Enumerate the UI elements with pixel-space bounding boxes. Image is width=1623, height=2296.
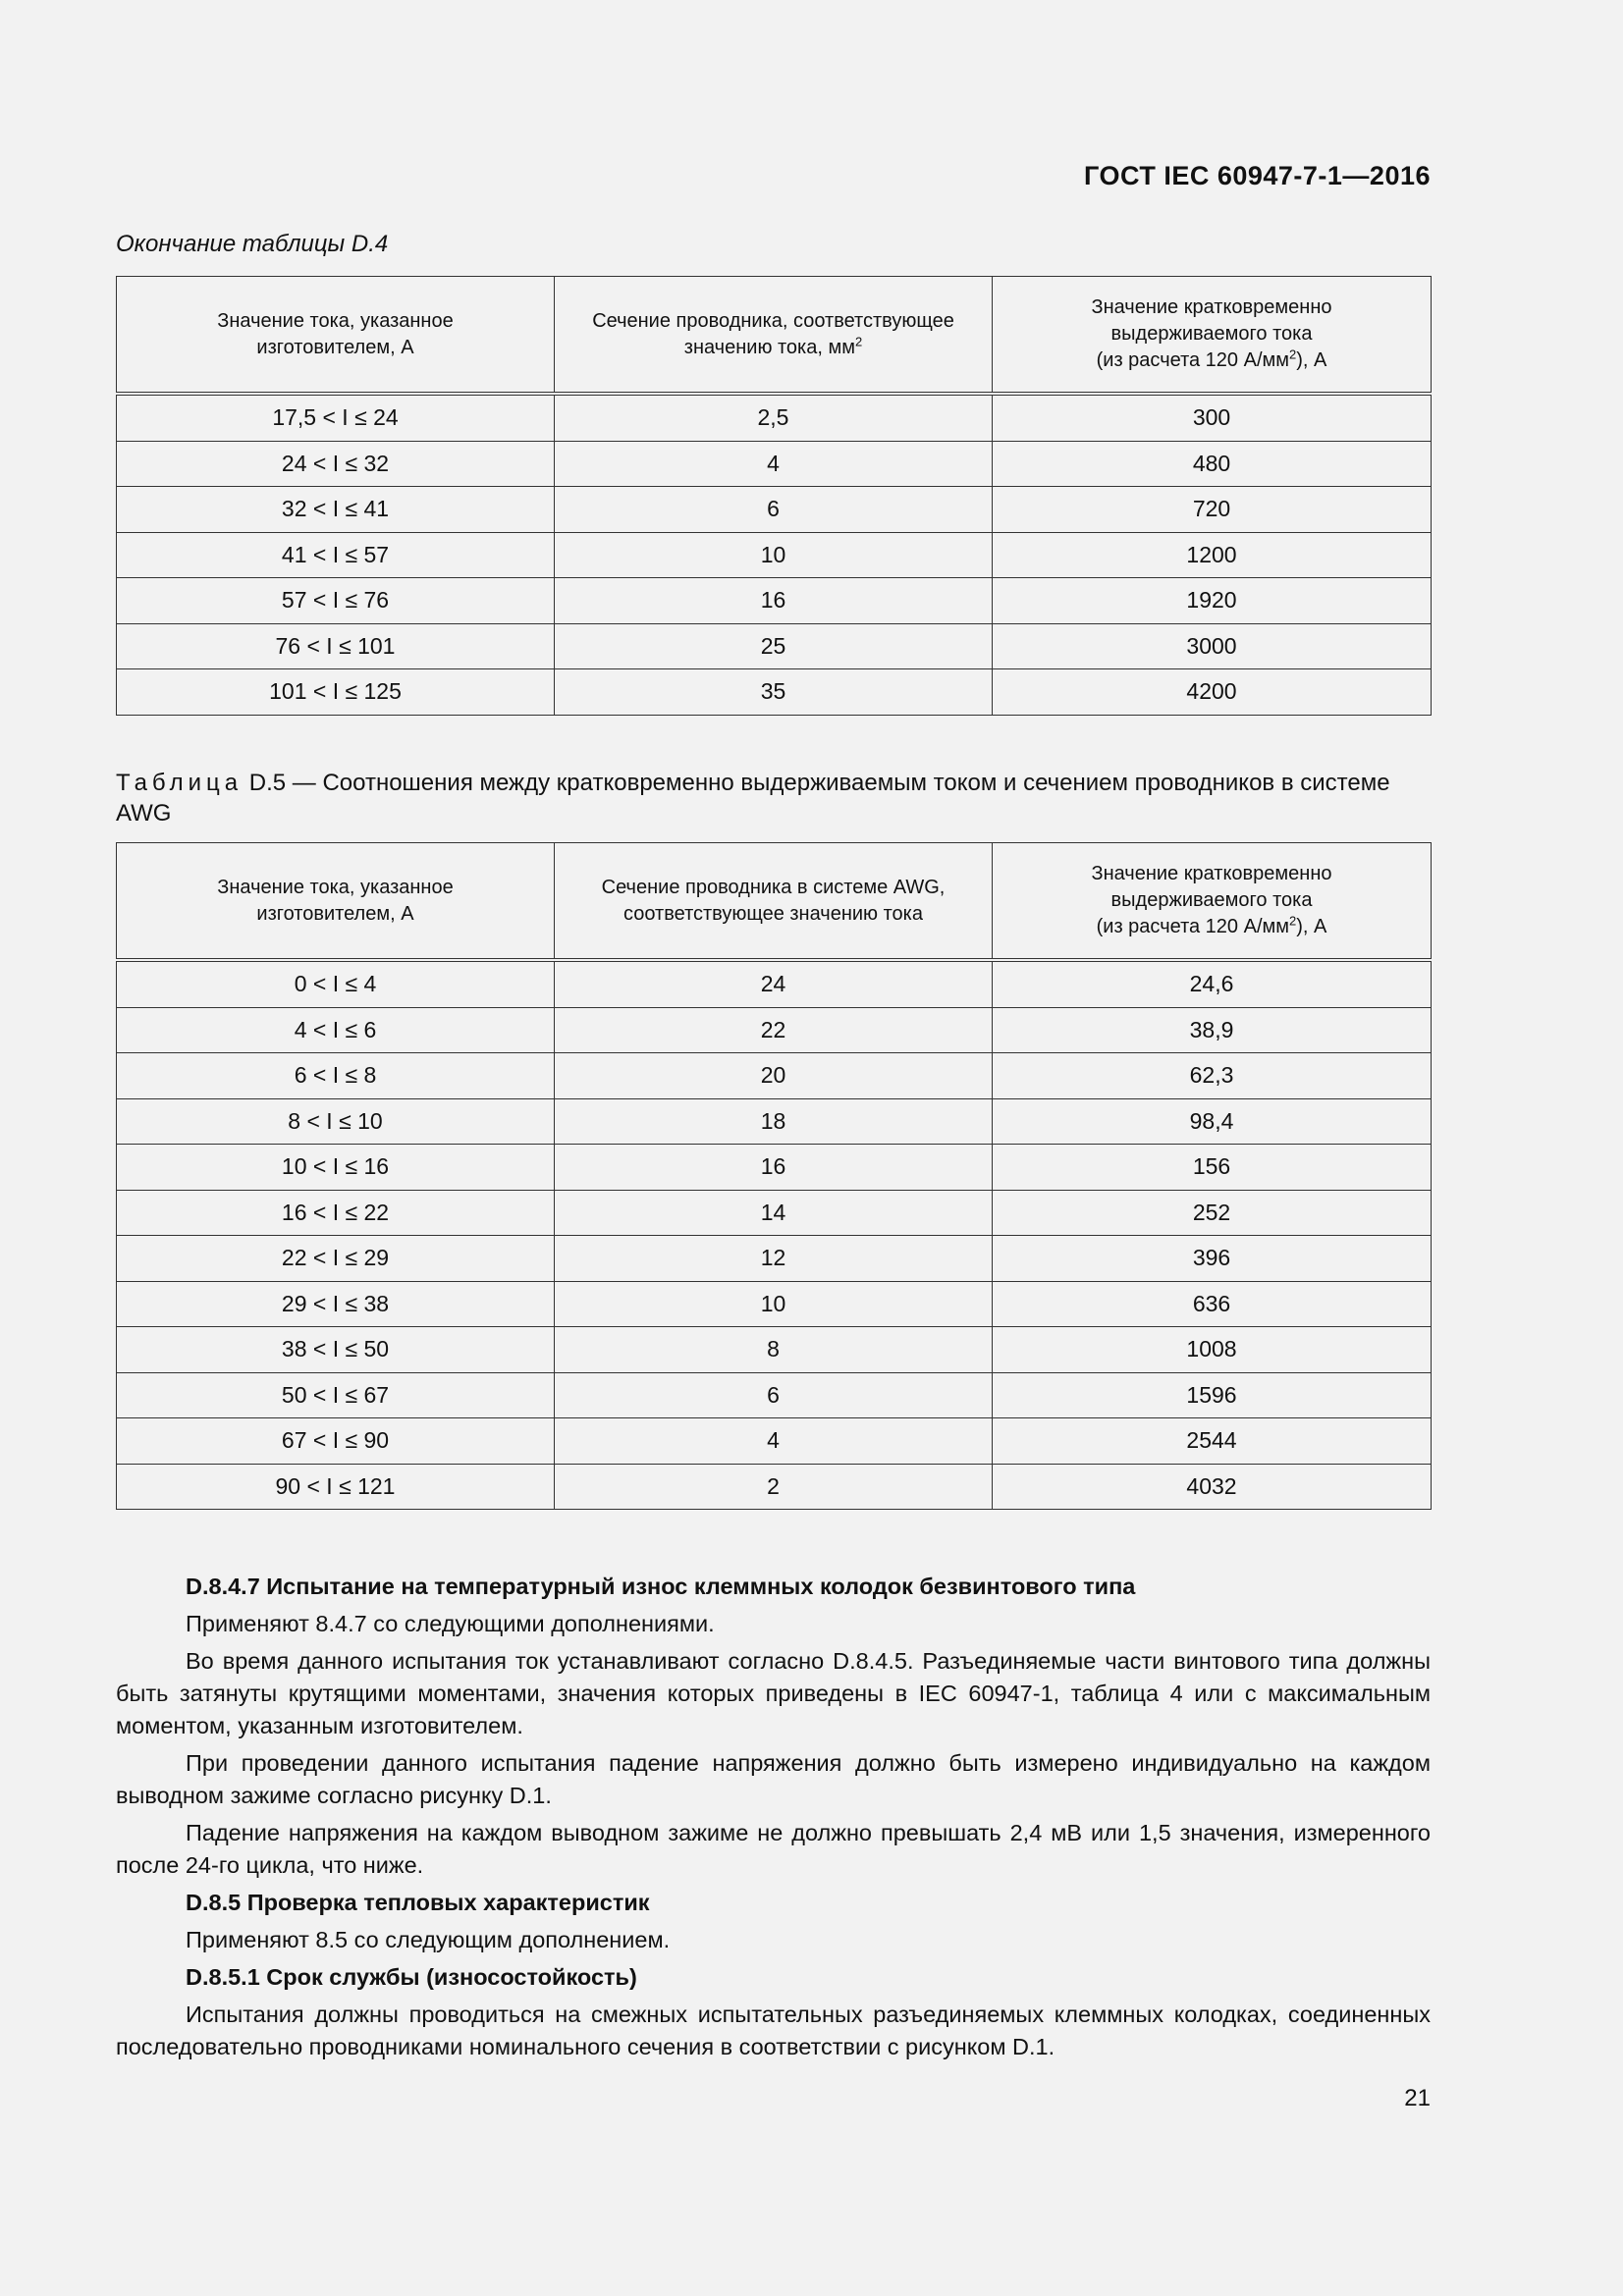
header-current-value: Значение тока, указанное изготовителем, А — [117, 843, 555, 961]
short-time-current-cell: 1008 — [993, 1327, 1432, 1373]
current-range-cell: 4 < I ≤ 6 — [117, 1007, 555, 1053]
current-range-cell: 76 < I ≤ 101 — [117, 623, 555, 669]
current-range-cell: 67 < I ≤ 90 — [117, 1418, 555, 1465]
header-short-time-current: Значение кратковременно выдерживаемого тока (из расчета 120 $А/мм^2$), А — [993, 843, 1432, 961]
current-range-cell: 29 < I ≤ 38 — [117, 1281, 555, 1327]
short-time-current-cell: 300 — [993, 394, 1432, 441]
section-cell: 10 — [555, 1281, 993, 1327]
section-cell: 4 — [555, 1418, 993, 1465]
current-range-cell: 50 < I ≤ 67 — [117, 1372, 555, 1418]
header-short-time-current: Значение кратковременно выдерживаемого тока (из расчета 120 $А/мм^2$), А — [993, 277, 1432, 395]
section-cell: 18 — [555, 1098, 993, 1145]
table-row — [117, 1053, 1432, 1099]
short-time-current-cell: 720 — [993, 487, 1432, 533]
heading-d847: D.8.4.7 Испытание на температурный износ клеммных колодок безвинтового типа — [186, 1574, 1136, 1599]
section-cell: 22 — [555, 1007, 993, 1053]
section-cell: 8 — [555, 1327, 993, 1373]
table-d4-continuation-caption: Окончание таблицы D.4 — [116, 231, 389, 257]
section-cell: 14 — [555, 1190, 993, 1236]
table-row — [117, 1281, 1432, 1327]
table-row — [117, 1236, 1432, 1282]
section-cell: 4 — [555, 441, 993, 487]
table-row — [117, 532, 1432, 578]
current-range-cell: 0 < I ≤ 4 — [117, 960, 555, 1007]
current-range-cell: 38 < I ≤ 50 — [117, 1327, 555, 1373]
table-row — [117, 487, 1432, 533]
paragraph: Испытания должны проводиться на смежных испытательных разъединяемых клеммных колодках, соединенных последовательно проводниками номинального сечения в соответствии с рисунком D.1. — [116, 2002, 1431, 2059]
short-time-current-cell: 4200 — [993, 669, 1432, 716]
short-time-current-cell: 24,6 — [993, 960, 1432, 1007]
section-cell: 24 — [555, 960, 993, 1007]
header-conductor-section: Сечение проводника, соответствующее значению тока, $мм^2$ — [555, 277, 993, 395]
short-time-current-cell: 252 — [993, 1190, 1432, 1236]
current-range-cell: 32 < I ≤ 41 — [117, 487, 555, 533]
table-row — [117, 1464, 1432, 1510]
table-header-row — [117, 277, 1432, 395]
table-row — [117, 1007, 1432, 1053]
paragraph: Падение напряжения на каждом выводном зажиме не должно превышать 2,4 мВ или 1,5 значения, измеренного после 24-го цикла, что ниже. — [116, 1820, 1431, 1878]
short-time-current-cell: 636 — [993, 1281, 1432, 1327]
short-time-current-cell: 156 — [993, 1145, 1432, 1191]
current-range-cell: 101 < I ≤ 125 — [117, 669, 555, 716]
table-row — [117, 669, 1432, 716]
current-range-cell: 57 < I ≤ 76 — [117, 578, 555, 624]
table-d5 — [116, 842, 1432, 1510]
table-row — [117, 623, 1432, 669]
table-row — [117, 1098, 1432, 1145]
section-cell: 2,5 — [555, 394, 993, 441]
page-number: 21 — [1404, 2085, 1431, 2111]
section-cell: 16 — [555, 1145, 993, 1191]
paragraph: Во время данного испытания ток устанавливают согласно D.8.4.5. Разъединяемые части винтового типа должны быть затянуты крутящими моментами, значения которых приведены в IEC 60947-1, таблица 4 или с максимальным моментом, указанным изготовителем. — [116, 1648, 1431, 1738]
section-cell: 20 — [555, 1053, 993, 1099]
table-row — [117, 960, 1432, 1007]
current-range-cell: 16 < I ≤ 22 — [117, 1190, 555, 1236]
section-cell: 16 — [555, 578, 993, 624]
header-current-value: Значение тока, указанное изготовителем, А — [117, 277, 555, 395]
current-range-cell: 10 < I ≤ 16 — [117, 1145, 555, 1191]
heading-d851: D.8.5.1 Срок службы (износостойкость) — [186, 1964, 637, 1990]
table-row — [117, 1418, 1432, 1465]
current-range-cell: 41 < I ≤ 57 — [117, 532, 555, 578]
section-cell: 25 — [555, 623, 993, 669]
short-time-current-cell: 4032 — [993, 1464, 1432, 1510]
header-awg-section: Сечение проводника в системе AWG, соответствующее значению тока — [555, 843, 993, 961]
current-range-cell: 8 < I ≤ 10 — [117, 1098, 555, 1145]
current-range-cell: 90 < I ≤ 121 — [117, 1464, 555, 1510]
section-cell: 6 — [555, 1372, 993, 1418]
paragraph: Применяют 8.4.7 со следующими дополнениями. — [186, 1611, 715, 1636]
short-time-current-cell: 1920 — [993, 578, 1432, 624]
current-range-cell: 22 < I ≤ 29 — [117, 1236, 555, 1282]
short-time-current-cell: 1200 — [993, 532, 1432, 578]
table-row — [117, 394, 1432, 441]
paragraph: При проведении данного испытания падение напряжения должно быть измерено индивидуально на каждом выводном зажиме согласно рисунку D.1. — [116, 1750, 1431, 1808]
table-d4 — [116, 276, 1432, 716]
current-range-cell: 6 < I ≤ 8 — [117, 1053, 555, 1099]
short-time-current-cell: 396 — [993, 1236, 1432, 1282]
current-range-cell: 24 < I ≤ 32 — [117, 441, 555, 487]
short-time-current-cell: 480 — [993, 441, 1432, 487]
short-time-current-cell: 3000 — [993, 623, 1432, 669]
short-time-current-cell: 2544 — [993, 1418, 1432, 1465]
table-row — [117, 1145, 1432, 1191]
table-row — [117, 1372, 1432, 1418]
table-row — [117, 1190, 1432, 1236]
short-time-current-cell: 38,9 — [993, 1007, 1432, 1053]
table-row — [117, 441, 1432, 487]
section-cell: 12 — [555, 1236, 993, 1282]
table-header-row — [117, 843, 1432, 961]
section-cell: 6 — [555, 487, 993, 533]
section-text — [116, 1569, 1431, 2068]
short-time-current-cell: 1596 — [993, 1372, 1432, 1418]
standard-designation: ГОСТ IEC 60947-7-1—2016 — [1084, 161, 1431, 190]
current-range-cell: 17,5 < I ≤ 24 — [117, 394, 555, 441]
paragraph: Применяют 8.5 со следующим дополнением. — [186, 1927, 671, 1952]
section-cell: 35 — [555, 669, 993, 716]
short-time-current-cell: 98,4 — [993, 1098, 1432, 1145]
section-cell: 2 — [555, 1464, 993, 1510]
table-row — [117, 1327, 1432, 1373]
section-cell: 10 — [555, 532, 993, 578]
table-d5-caption: Таблица D.5 — Соотношения между кратковременно выдерживаемым током и сечением проводников в системе AWG — [116, 770, 1390, 827]
table-row — [117, 578, 1432, 624]
short-time-current-cell: 62,3 — [993, 1053, 1432, 1099]
heading-d85: D.8.5 Проверка тепловых характеристик — [186, 1890, 650, 1915]
